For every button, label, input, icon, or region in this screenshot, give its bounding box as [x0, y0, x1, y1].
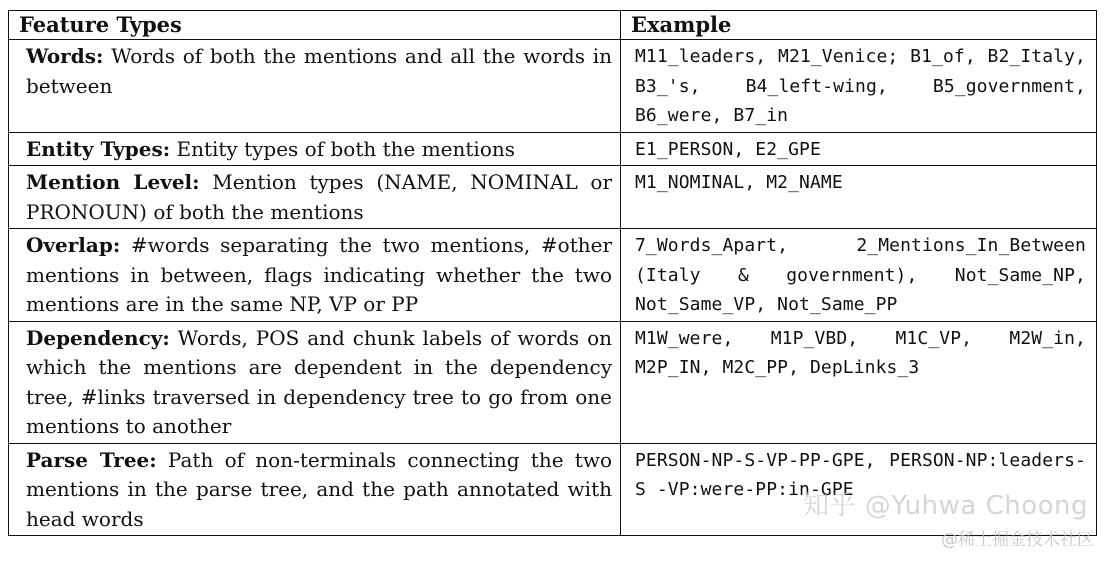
feature-cell: [9, 40, 621, 133]
example-cell: M11_leaders, M21_Venice; B1_of, B2_Italy, B3_'s, B4_left-wing, B5_government, B6_were, B7_in: [621, 40, 1097, 133]
example-cell: M1_NOMINAL, M2_NAME: [621, 166, 1097, 229]
juejin-watermark: @稀土掘金技术社区: [941, 530, 1094, 550]
example-cell: 7_Words_Apart, 2_Mentions_In_Between (Italy & government), Not_Same_NP, Not_Same_VP, Not_Same_PP: [621, 229, 1097, 322]
feature-cell: [9, 229, 621, 322]
table-row: [9, 229, 1097, 322]
feature-name: Entity Types:: [26, 136, 171, 161]
zhihu-watermark: 知乎 @Yuhwa Choong: [802, 491, 1088, 521]
feature-description: Entity types of both the mentions: [176, 136, 516, 161]
feature-name: Words:: [26, 44, 104, 68]
feature-table-container: [8, 10, 1096, 536]
feature-description: #words separating the two mentions, #other mentions in between, flags indicating whether the two mentions are in the same NP, VP or PP: [26, 233, 613, 316]
feature-types-table: [8, 10, 1097, 536]
feature-cell: [9, 166, 621, 229]
feature-name: Mention Level:: [26, 170, 200, 194]
table-row: [9, 40, 1097, 133]
feature-name: Overlap:: [26, 233, 121, 257]
feature-description: Mention types (NAME, NOMINAL or PRONOUN) of both the mentions: [26, 170, 613, 224]
feature-description: Path of non-terminals connecting the two mentions in the parse tree, and the path annotated with head words: [26, 447, 613, 531]
example-cell: M1W_were, M1P_VBD, M1C_VP, M2W_in, M2P_IN, M2C_PP, DepLinks_3: [621, 321, 1097, 443]
feature-cell: [9, 443, 621, 536]
table-row: [9, 321, 1097, 443]
feature-cell: [9, 132, 621, 166]
header-example: Example: [621, 11, 1097, 40]
example-cell: PERSON-NP-S-VP-PP-GPE, PERSON-NP:leaders-S -VP:were-PP:in-GPE: [621, 443, 1097, 536]
table-header-row: [9, 11, 1097, 40]
feature-description: Words, POS and chunk labels of words on which the mentions are dependent in the dependency tree, #links traversed in dependency tree to go from one mentions to another: [26, 325, 612, 438]
example-cell: E1_PERSON, E2_GPE: [621, 132, 1097, 166]
feature-name: Dependency:: [26, 325, 170, 350]
feature-description: Words of both the mentions and all the words in between: [26, 44, 612, 98]
feature-cell: [9, 321, 621, 443]
table-row: [9, 166, 1097, 229]
feature-name: Parse Tree:: [26, 447, 157, 472]
header-feature-types: Feature Types: [9, 11, 621, 40]
table-row: [9, 132, 1097, 166]
